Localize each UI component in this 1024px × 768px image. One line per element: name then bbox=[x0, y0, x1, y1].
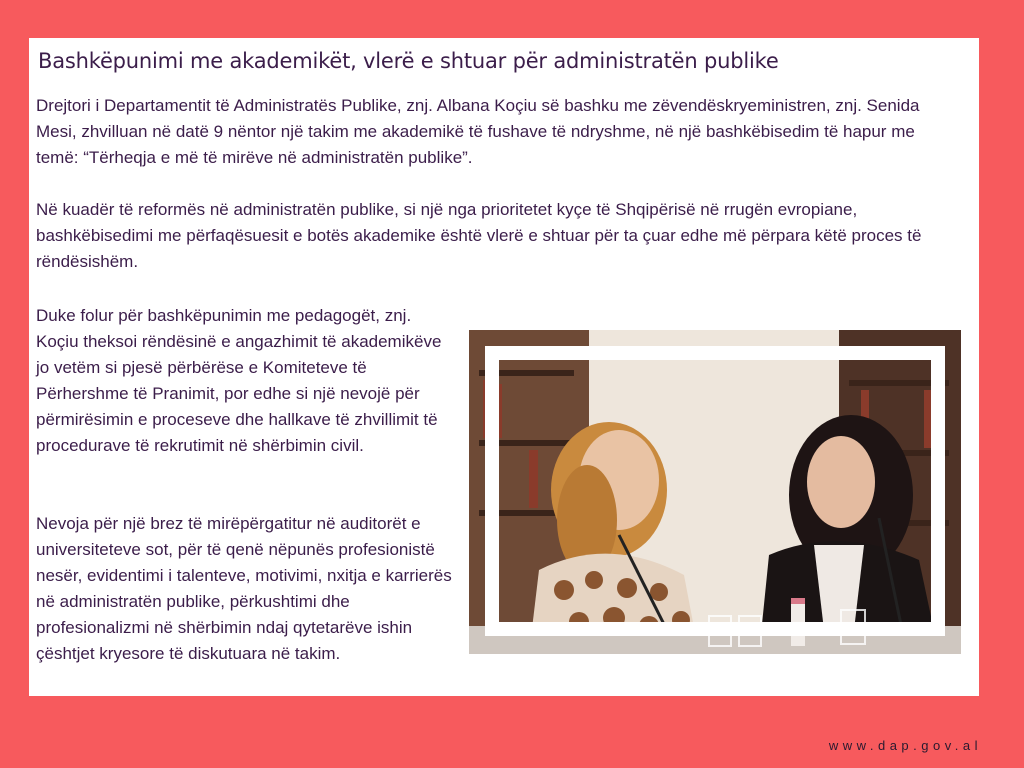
article-title: Bashkëpunimi me akademikët, vlerë e shtuar për administratën publike bbox=[38, 49, 779, 73]
meeting-photo bbox=[469, 330, 961, 654]
footer-website-url[interactable]: www.dap.gov.al bbox=[828, 738, 982, 753]
article-paragraph-2: Në kuadër të reformës në administratën publike, si një nga prioritetet kyçe të Shqipërisë në rrugën evropiane, bashkëbisedimi me përfaqësuesit e botës akademike është vlerë e shtuar për ta çuar edhe më përpara këtë proces të rëndësishëm. bbox=[36, 200, 922, 271]
article-paragraph-3: Duke folur për bashkëpunimin me pedagogët, znj. Koçiu theksoi rëndësinë e angazhimit të akademikëve jo vetëm si pjesë përbërëse e Komiteteve të Përhershme të Pranimit, por edhe si një nevojë për përmirësimin e proceseve dhe hallkave të zhvillimit të procedurave të rekrutimit në shërbimin civil. bbox=[36, 306, 442, 455]
article-paragraph-1: Drejtori i Departamentit të Administratës Publike, znj. Albana Koçiu së bashku me zëvendëskryeministren, znj. Senida Mesi, zhvilluan në datë 9 nëntor një takim me akademikë të fushave të ndryshme, në një bashkëbisedim të hapur me temë: “Tërheqja e më të mirëve në administratën publike”. bbox=[36, 96, 920, 167]
meeting-photo-illustration bbox=[469, 330, 961, 654]
article-card bbox=[29, 38, 979, 696]
article-paragraph-4: Nevoja për një brez të mirëpërgatitur në auditorët e universiteteve sot, për të qenë nëpunës profesionistë nesër, evidentimi i talenteve, motivimi, nxitja e karrierës në administratën publike, përkushtimi dhe profesionalizmi në shërbimin ndaj qytetarëve ishin çështjet kryesore të diskutuara në takim. bbox=[36, 514, 452, 663]
